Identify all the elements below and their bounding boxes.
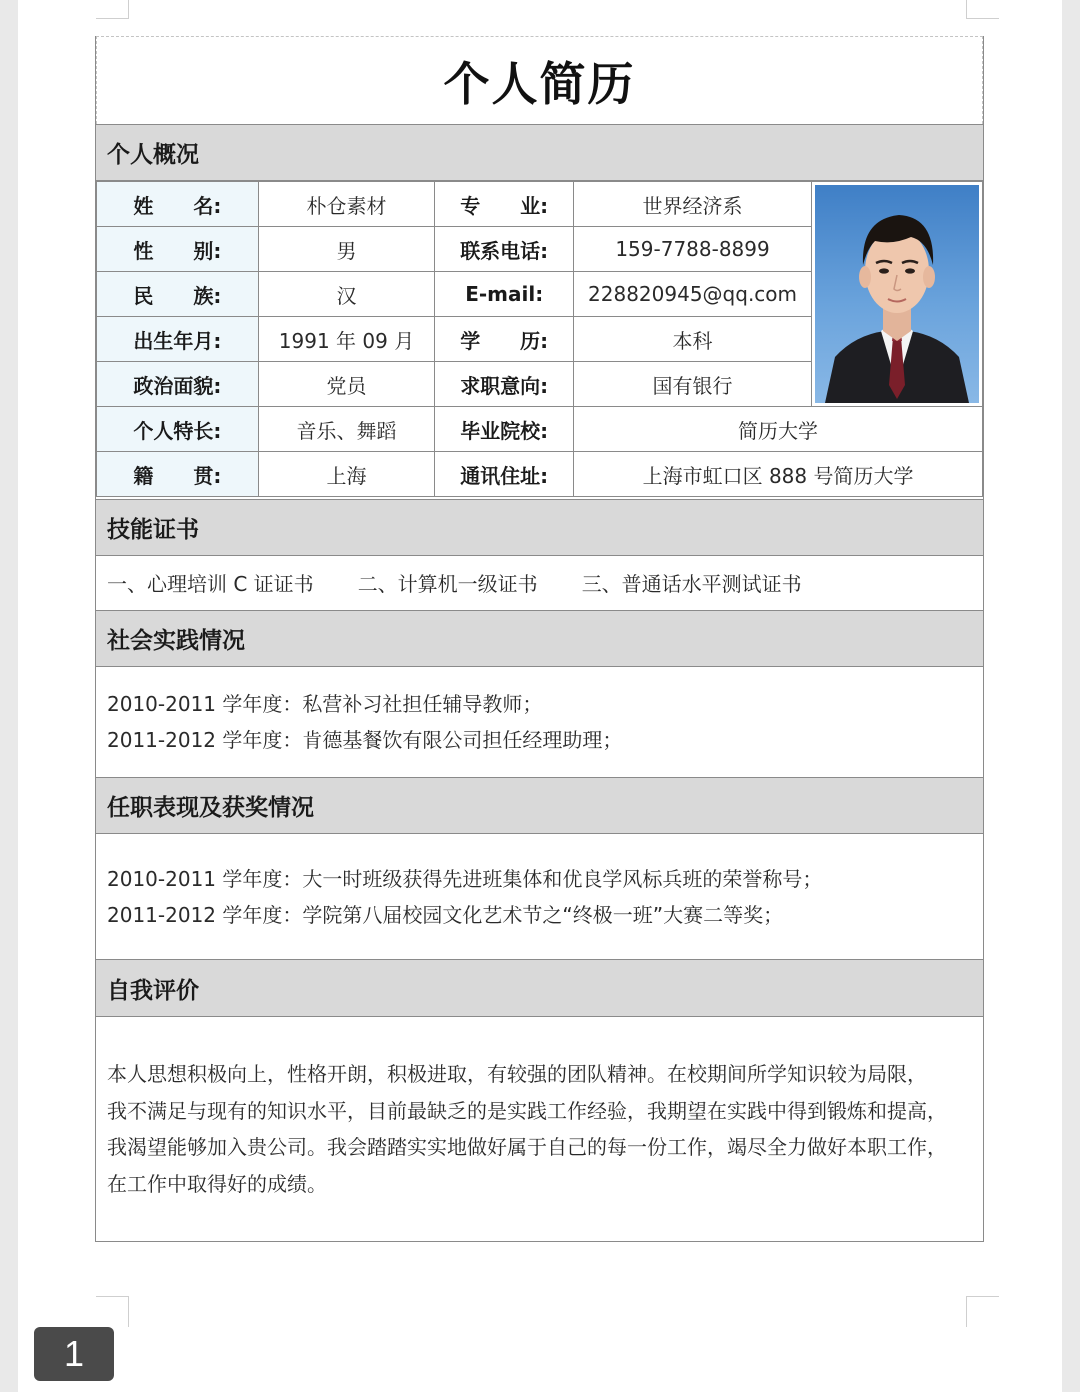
value-school: 简历大学 xyxy=(574,407,983,452)
label-political: 政治面貌: xyxy=(97,362,259,407)
awards-list xyxy=(107,861,822,933)
value-birth: 1991 年 09 月 xyxy=(258,317,435,362)
table-row xyxy=(97,182,983,227)
label-gender: 性 别: xyxy=(97,227,259,272)
section-header-awards: 任职表现及获奖情况 xyxy=(96,777,983,834)
label-ethnicity: 民 族: xyxy=(97,272,259,317)
value-address: 上海市虹口区 888 号简历大学 xyxy=(574,452,983,497)
paragraph-line: 我不满足与现有的知识水平，目前最缺乏的是实践工作经验，我期望在实践中得到锻炼和提高， xyxy=(107,1098,947,1123)
label-phone: 联系电话: xyxy=(435,227,574,272)
section-header-practice: 社会实践情况 xyxy=(96,610,983,667)
label-birth: 出生年月: xyxy=(97,317,259,362)
value-phone: 159-7788-8899 xyxy=(574,227,812,272)
value-email: 228820945@qq.com xyxy=(574,272,812,317)
value-major: 世界经济系 xyxy=(574,182,812,227)
value-ethnicity: 汉 xyxy=(258,272,435,317)
page-number-badge[interactable]: 1 xyxy=(34,1327,114,1381)
label-specialty: 个人特长: xyxy=(97,407,259,452)
label-hometown: 籍 贯: xyxy=(97,452,259,497)
label-education: 学 历: xyxy=(435,317,574,362)
title-box xyxy=(96,36,983,124)
self-eval-text xyxy=(107,1056,977,1202)
value-name: 朴仓素材 xyxy=(258,182,435,227)
info-table xyxy=(96,181,983,497)
label-job-intent: 求职意向: xyxy=(435,362,574,407)
list-item: 三、普通话水平测试证书 xyxy=(581,572,802,596)
skills-list xyxy=(107,568,802,597)
list-item: 一、心理培训 C 证证书 xyxy=(107,572,314,596)
list-item: 2011-2012 学年度：肯德基餐饮有限公司担任经理助理； xyxy=(107,728,623,752)
crop-mark xyxy=(966,0,999,19)
photo-cell xyxy=(811,182,982,407)
label-major: 专 业: xyxy=(435,182,574,227)
value-education: 本科 xyxy=(574,317,812,362)
section-header-skills: 技能证书 xyxy=(96,499,983,556)
label-email: E-mail: xyxy=(435,272,574,317)
paragraph-line: 在工作中取得好的成绩。 xyxy=(107,1171,327,1196)
table-row xyxy=(97,452,983,497)
value-specialty: 音乐、舞蹈 xyxy=(258,407,435,452)
value-gender: 男 xyxy=(258,227,435,272)
table-row xyxy=(97,407,983,452)
value-hometown: 上海 xyxy=(258,452,435,497)
value-job-intent: 国有银行 xyxy=(574,362,812,407)
crop-mark xyxy=(966,1296,999,1327)
label-school: 毕业院校: xyxy=(435,407,574,452)
label-name: 姓 名: xyxy=(97,182,259,227)
list-item: 2010-2011 学年度：私营补习社担任辅导教师； xyxy=(107,692,543,716)
list-item: 2010-2011 学年度：大一时班级获得先进班集体和优良学风标兵班的荣誉称号； xyxy=(107,867,823,891)
crop-mark xyxy=(96,1296,129,1327)
resume-body xyxy=(95,36,984,1242)
resume-title: 个人简历 xyxy=(443,56,636,111)
list-item: 2011-2012 学年度：学院第八届校园文化艺术节之“终极一班”大赛二等奖； xyxy=(107,903,784,927)
section-header-overview: 个人概况 xyxy=(96,124,983,181)
paragraph-line: 我渴望能够加入贵公司。我会踏踏实实地做好属于自己的每一份工作，竭尽全力做好本职工作， xyxy=(107,1135,947,1159)
portrait-photo xyxy=(815,185,979,403)
practice-list xyxy=(107,686,622,758)
label-address: 通讯住址: xyxy=(435,452,574,497)
paragraph-line: 本人思想积极向上，性格开朗，积极进取，有较强的团队精神。在校期间所学知识较为局限， xyxy=(107,1062,927,1086)
crop-mark xyxy=(96,0,129,19)
value-political: 党员 xyxy=(258,362,435,407)
list-item: 二、计算机一级证书 xyxy=(357,572,538,596)
section-header-self-eval: 自我评价 xyxy=(96,959,983,1017)
